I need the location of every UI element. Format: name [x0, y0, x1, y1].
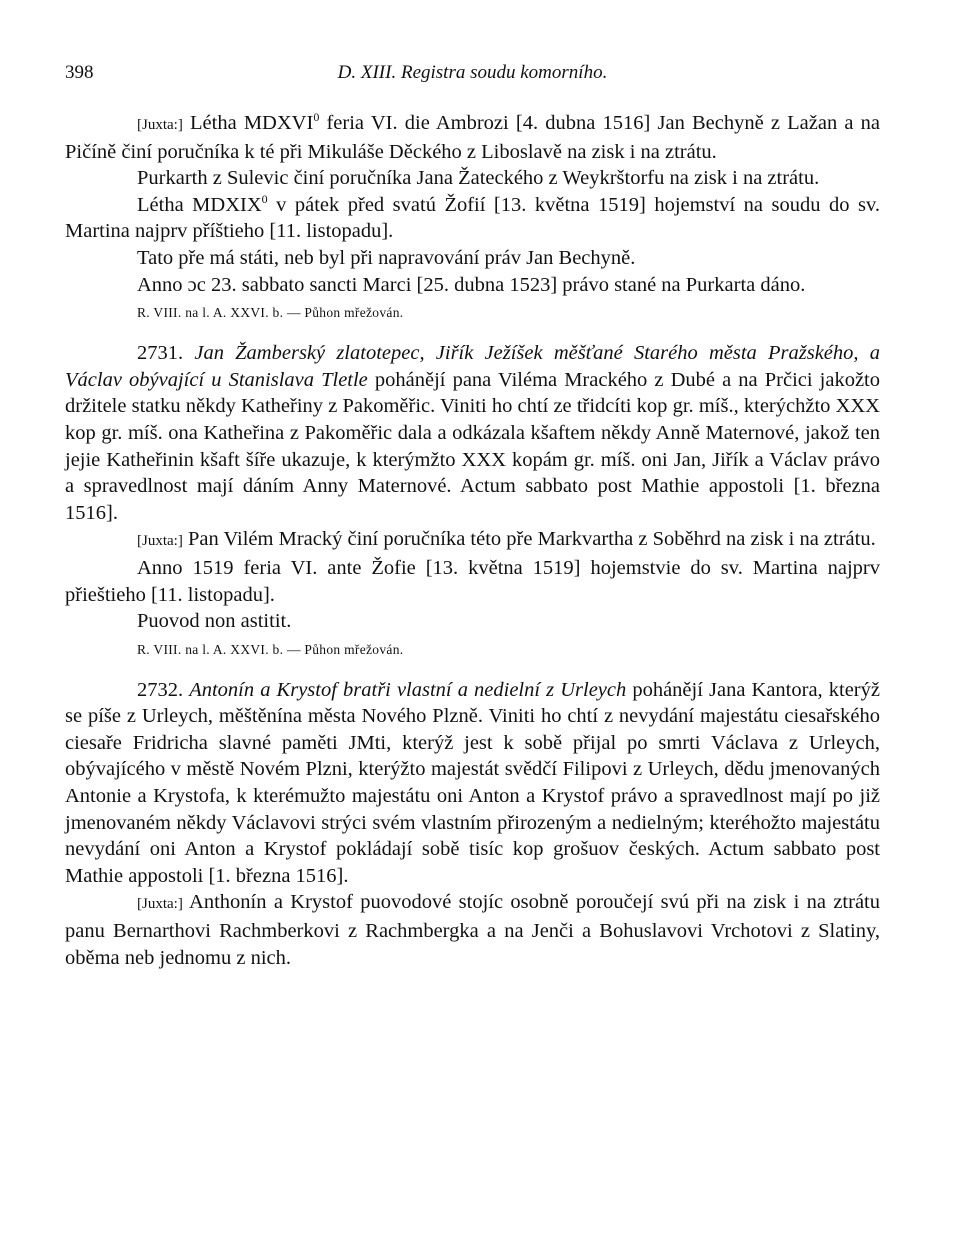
entry-2731-parties: Jan Žamberský zlatotepec, Jiřík Ježíšek měšťané Starého města Pražského, a Václav obývající u Stanislava Tletle [65, 342, 880, 391]
paragraph-anno-1523: Anno ɔc 23. sabbato sancti Marci [25. dubna 1523] právo stané na Purkarta dáno. [137, 273, 806, 296]
page-number: 398 [65, 62, 94, 83]
entry-2732-text: pohánějí Jana Kantora, kterýž se píše z Urleych, měštěnína města Nového Plzně. Viniti ho chtí z nevydání majestátu ciesařského ciesaře Fridricha slavné paměti JMti, kterýž jest k sobě přijal po smrti Václava z Urleych, obývajícého v městě Novém Plzni, kterýžto majestát svědčí Filipovi z Urleych, dědu jmenovaných Antonie a Krystofa, k kterémužto majestátu oni Anton a Krystof právo a spravedlnost mají po již jmenovaném někdy Václavovi strýci svém vlastním přirozeným a nedielným; kteréhožto majestátu nevydání oni Anton a Krystof pokládají sobě tisíc kop grošuov českých. Actum sabbato post Mathie appostoli [1. března 1516]. [65, 678, 880, 887]
paragraph-letha-1519: Létha MDXIX$^0$ v pátek před svatú Žofií [13. května 1519] hojemství na soudu do sv. Martina najprv příštieho [11. listopadu]. [65, 191, 880, 243]
entry-number-2731: 2731. [137, 342, 184, 365]
juxta-label: [Juxta:] [137, 533, 183, 550]
source-citation-2: R. VIII. na l. A. XXVI. b. — Půhon mřežován. [137, 641, 404, 657]
entry-2732-parties: Antonín a Krystof bratři vlastní a nedielní z Urleych [189, 678, 627, 701]
juxta-label: [Juxta:] [137, 117, 183, 133]
entry-2732-juxta: [Juxta:] Anthonín a Krystof puovodové stojíc osobně poroučejí svú při na zisk i na ztrátu panu Bernarthovi Rachmberkovi z Rachmbergka a na Jenči a Bohuslavovi Vrchotovi z Slatiny, oběma neb jednomu z nich. [65, 891, 880, 969]
entry-2731-juxta: [Juxta:] Pan Vilém Mracký činí poručníka této pře Markvartha z Soběhrd na zisk i na ztrátu. [137, 528, 876, 551]
running-title: D. XIII. Registra soudu komorního. [337, 62, 608, 83]
source-citation-1: R. VIII. na l. A. XXVI. b. — Půhon mřežován. [137, 305, 404, 321]
entry-2732 [65, 677, 880, 890]
page-header [65, 62, 880, 90]
paragraph-purkarth: Purkarth z Sulevic činí poručníka Jana Žateckého z Weykrštorfu na zisk i na ztrátu. [137, 167, 820, 190]
entry-2731 [65, 340, 880, 526]
entry-2731-text: pohánějí pana Viléma Mrackého z Dubé a na Prčici jakožto držitele statku někdy Katheřiny z Pakoměřic. Viniti ho chtí ze třidcíti kop gr. míš., kterýchžto XXX kop gr. míš. ona Katheřina z Pakoměřic dala a odkázala kšaftem někdy Anně Maternové, jakož ten jejie Katheřinin kšaft šíře ukazuje, k kterýmžto XXX kopám gr. míš. oni Jan, Jiřík a Václav právo a spravedlnost mají dáním Anny Maternové. Actum sabbato post Mathie appostoli [1. března 1516]. [65, 368, 880, 524]
entry-number-2732: 2732. [137, 678, 184, 701]
page-body [65, 110, 880, 971]
juxta-label: [Juxta:] [137, 896, 183, 913]
superscript-zero: 0 [313, 110, 320, 125]
entry-2731-anno: Anno 1519 feria VI. ante Žofie [13. května 1519] hojemstvie do sv. Martina najprv přieštieho [11. listopadu]. [65, 556, 880, 606]
entry-2731-puovod: Puovod non astitit. [137, 610, 292, 633]
paragraph-juxta-1516: [Juxta:] Létha MDXVI$^0$ feria VI. die Ambrozi [4. dubna 1516] Jan Bechyně z Lažan a na Pičíně činí poručníka k té při Mikuláše Děckého z Liboslavě na zisk i na ztrátu. [65, 110, 880, 163]
superscript-zero: 0 [261, 191, 268, 206]
paragraph-tato-pre: Tato pře má státi, neb byl při napravování práv Jan Bechyně. [137, 246, 636, 269]
